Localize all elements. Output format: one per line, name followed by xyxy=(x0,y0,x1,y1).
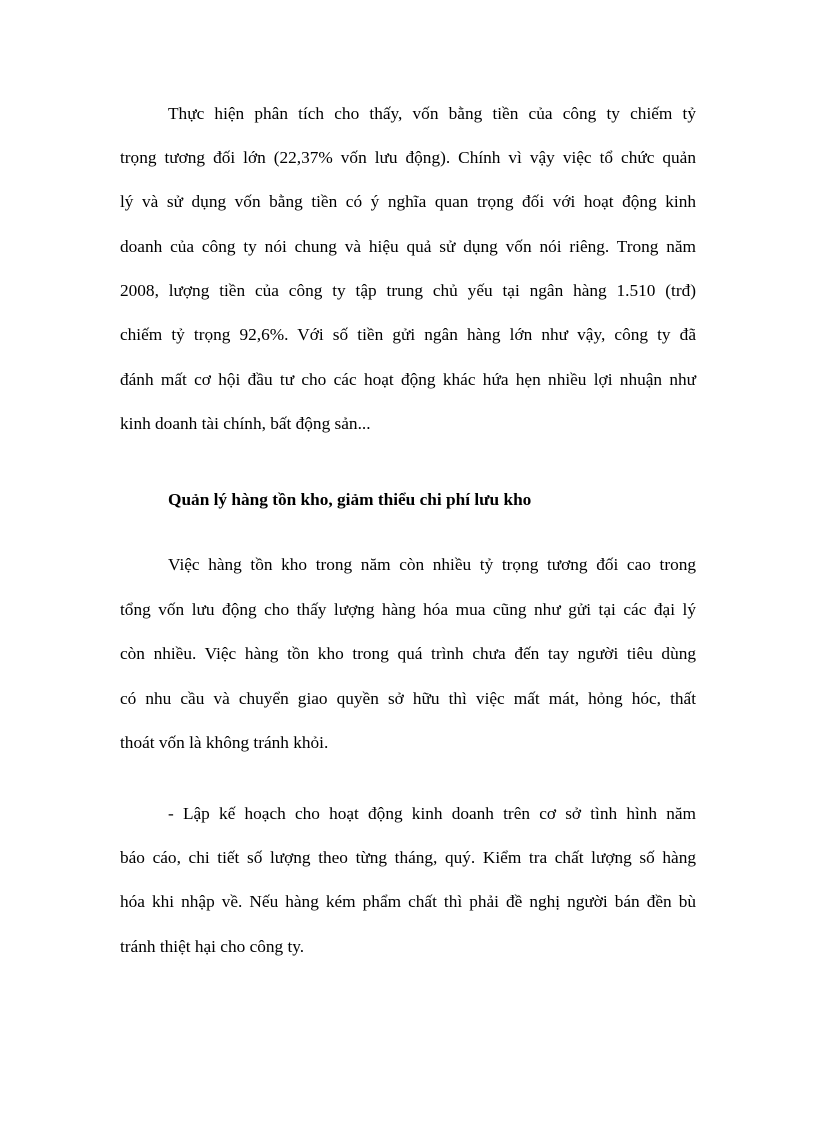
paragraph-line: hóa khi nhập về. Nếu hàng kém phẩm chất thì phải đề nghị người bán đền bù xyxy=(120,892,696,911)
paragraph-line: 2008, lượng tiền của công ty tập trung chủ yếu tại ngân hàng 1.510 (trđ) xyxy=(120,281,696,300)
paragraph-line: tránh thiệt hại cho công ty. xyxy=(120,937,305,956)
paragraph-line: trọng tương đối lớn (22,37% vốn lưu động). Chính vì vậy việc tổ chức quản xyxy=(120,148,696,167)
paragraph-line: tổng vốn lưu động cho thấy lượng hàng hóa mua cũng như gửi tại các đại lý xyxy=(120,600,696,619)
paragraph-line: chiếm tỷ trọng 92,6%. Với số tiền gửi ngân hàng lớn như vậy, công ty đã xyxy=(120,325,696,344)
paragraph-line: lý và sử dụng vốn bằng tiền có ý nghĩa quan trọng đối với hoạt động kinh xyxy=(120,192,696,211)
paragraph-line: kinh doanh tài chính, bất động sản... xyxy=(120,414,371,433)
paragraph-line: Thực hiện phân tích cho thấy, vốn bằng tiền của công ty chiếm tỷ xyxy=(168,104,696,123)
paragraph-line: báo cáo, chi tiết số lượng theo từng tháng, quý. Kiểm tra chất lượng số hàng xyxy=(120,848,696,867)
paragraph-line: thoát vốn là không tránh khỏi. xyxy=(120,733,329,752)
paragraph-line: còn nhiều. Việc hàng tồn kho trong quá trình chưa đến tay người tiêu dùng xyxy=(120,644,696,663)
paragraph-line: - Lập kế hoạch cho hoạt động kinh doanh trên cơ sở tình hình năm xyxy=(168,804,696,823)
paragraph-line: có nhu cầu và chuyển giao quyền sở hữu thì việc mất mát, hỏng hóc, thất xyxy=(120,689,696,708)
section-heading: Quản lý hàng tồn kho, giảm thiểu chi phí lưu kho xyxy=(168,490,532,509)
paragraph-line: Việc hàng tồn kho trong năm còn nhiều tỷ trọng tương đối cao trong xyxy=(168,555,696,574)
paragraph-line: đánh mất cơ hội đầu tư cho các hoạt động khác hứa hẹn nhiều lợi nhuận như xyxy=(120,370,696,389)
paragraph-line: doanh của công ty nói chung và hiệu quả sử dụng vốn nói riêng. Trong năm xyxy=(120,237,696,256)
